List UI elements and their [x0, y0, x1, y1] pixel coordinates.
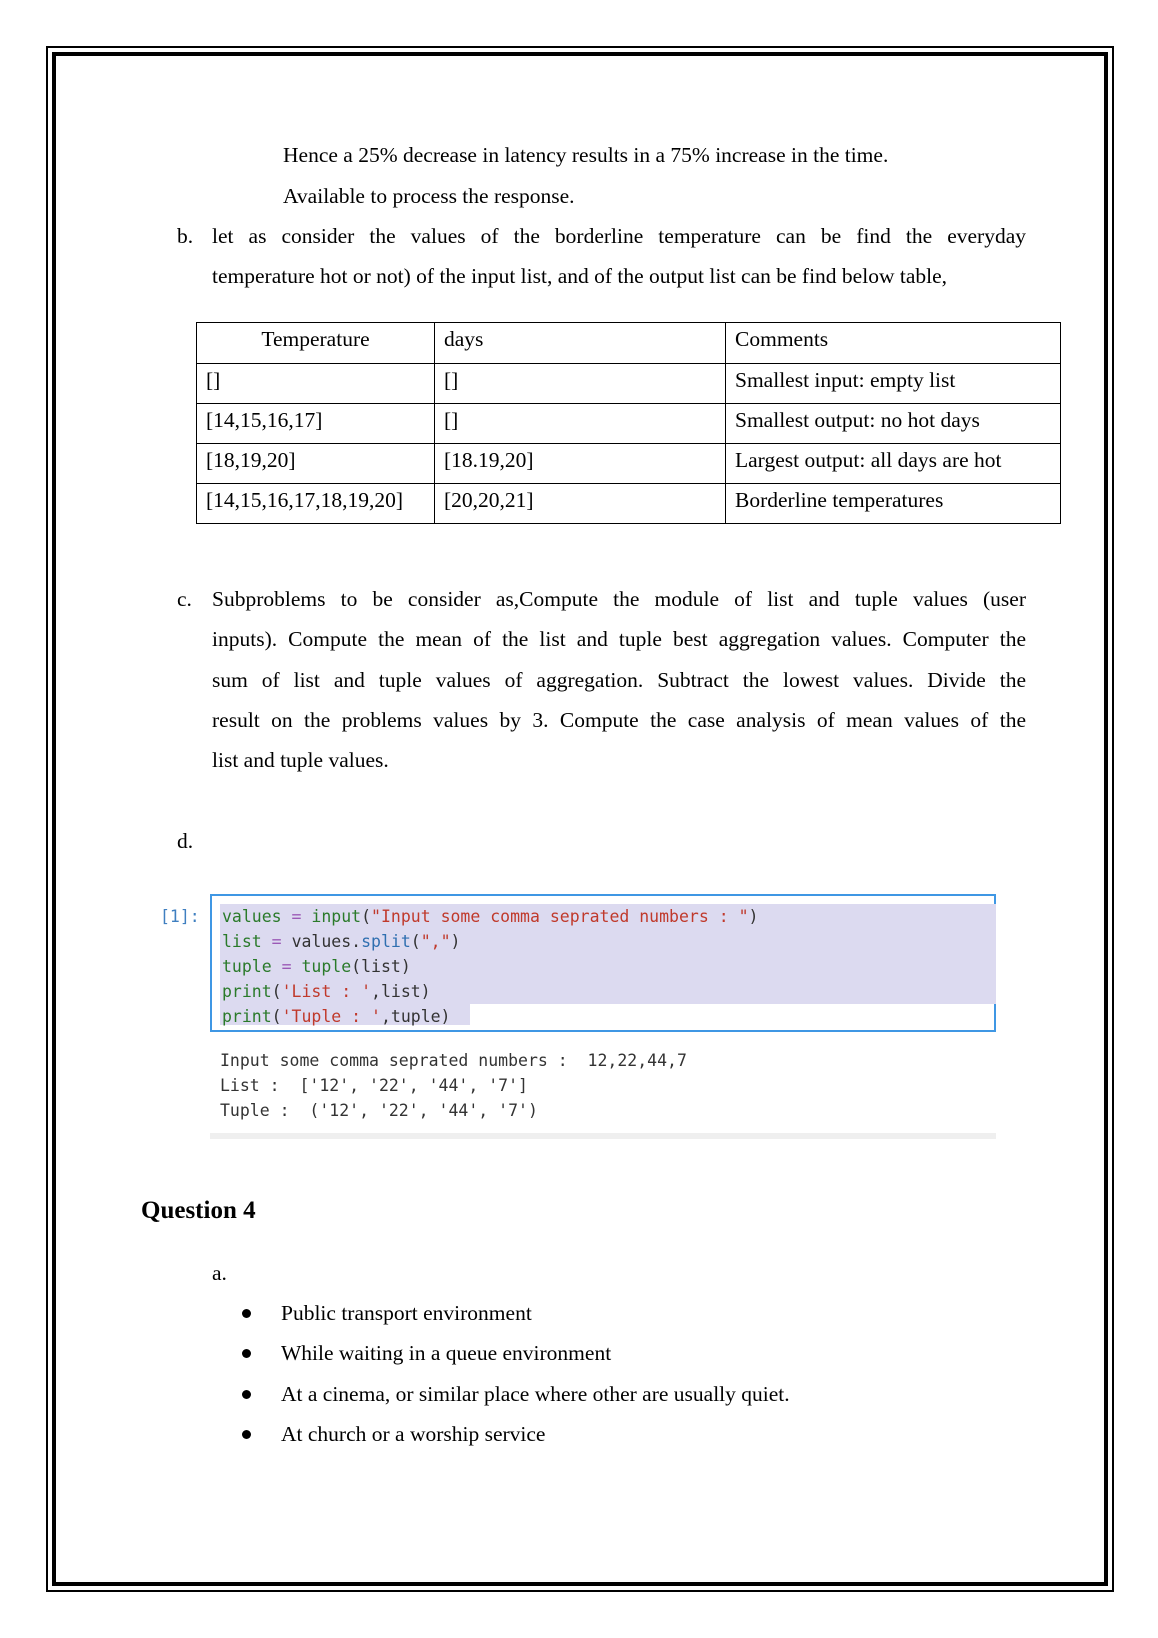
output-line: List : ['12', '22', '44', '7']: [220, 1076, 528, 1095]
table-row: [197, 404, 1061, 444]
output-scrollbar: [210, 1133, 996, 1139]
table-cell: Smallest output: no hot days: [726, 404, 1061, 444]
question-4-bullet-list: [236, 1293, 790, 1454]
table-row: [197, 364, 1061, 404]
table-cell: []: [197, 364, 435, 404]
item-b-line-1: let as consider the values of the borderline temperature can be find the everyday: [212, 224, 1026, 248]
table-cell: [18.19,20]: [435, 444, 726, 484]
code-line: list = values.split(","): [222, 932, 461, 951]
table-header-cell: Temperature: [197, 323, 435, 364]
item-c-line: result on the problems values by 3. Compute the case analysis of mean values of the: [212, 707, 1026, 732]
list-item: Public transport environment: [236, 1293, 790, 1333]
question-4-heading: Question 4: [141, 1197, 256, 1224]
item-c-marker: c.: [177, 587, 192, 611]
table-header-cell: days: [435, 323, 726, 364]
code-line: tuple = tuple(list): [222, 957, 411, 976]
item-c-line: Subproblems to be consider as,Compute the module of list and tuple values (user: [212, 587, 1026, 611]
list-item: While waiting in a queue environment: [236, 1333, 790, 1373]
bullet-icon: [242, 1349, 251, 1358]
table-cell: Borderline temperatures: [726, 484, 1061, 524]
item-c-line: list and tuple values.: [212, 748, 389, 773]
table-cell: Largest output: all days are hot: [726, 444, 1061, 484]
intro-line-1: Hence a 25% decrease in latency results in a 75% increase in the time.: [283, 143, 889, 167]
notebook-code-screenshot: [150, 893, 1000, 1143]
temperature-table: [196, 322, 1061, 524]
item-b-line-2: temperature hot or not) of the input list, and of the output list can be find below table,: [212, 264, 947, 288]
code-cell: [210, 894, 996, 1032]
output-line: Tuple : ('12', '22', '44', '7'): [220, 1101, 538, 1120]
bullet-icon: [242, 1309, 251, 1318]
cell-prompt: [1]:: [160, 907, 200, 926]
question-4-item-a-marker: a.: [212, 1261, 227, 1285]
bullet-icon: [242, 1430, 251, 1439]
table-cell: [14,15,16,17]: [197, 404, 435, 444]
table-row: [197, 484, 1061, 524]
code-line: print('List : ',list): [222, 982, 431, 1001]
output-line: Input some comma seprated numbers : 12,22,44,7: [220, 1051, 687, 1070]
code-line: values = input("Input some comma seprated numbers : "): [222, 907, 759, 926]
list-item: At a cinema, or similar place where other are usually quiet.: [236, 1374, 790, 1414]
item-c-paragraph: [212, 579, 1026, 780]
table-cell: []: [435, 404, 726, 444]
item-c-line: sum of list and tuple values of aggregation. Subtract the lowest values. Divide the: [212, 667, 1026, 692]
bullet-icon: [242, 1390, 251, 1399]
list-item: At church or a worship service: [236, 1414, 790, 1454]
item-c-line: inputs). Compute the mean of the list and tuple best aggregation values. Computer the: [212, 627, 1026, 652]
table-cell: [20,20,21]: [435, 484, 726, 524]
table-header-cell: Comments: [726, 323, 1061, 364]
table-row: [197, 444, 1061, 484]
table-header-row: [197, 323, 1061, 364]
table-cell: [14,15,16,17,18,19,20]: [197, 484, 435, 524]
item-b-marker: b.: [177, 224, 194, 248]
table-cell: Smallest input: empty list: [726, 364, 1061, 404]
intro-line-2: Available to process the response.: [283, 184, 575, 208]
table-cell: [18,19,20]: [197, 444, 435, 484]
item-d-marker: d.: [177, 829, 194, 853]
code-line: print('Tuple : ',tuple): [222, 1007, 451, 1026]
table-cell: []: [435, 364, 726, 404]
